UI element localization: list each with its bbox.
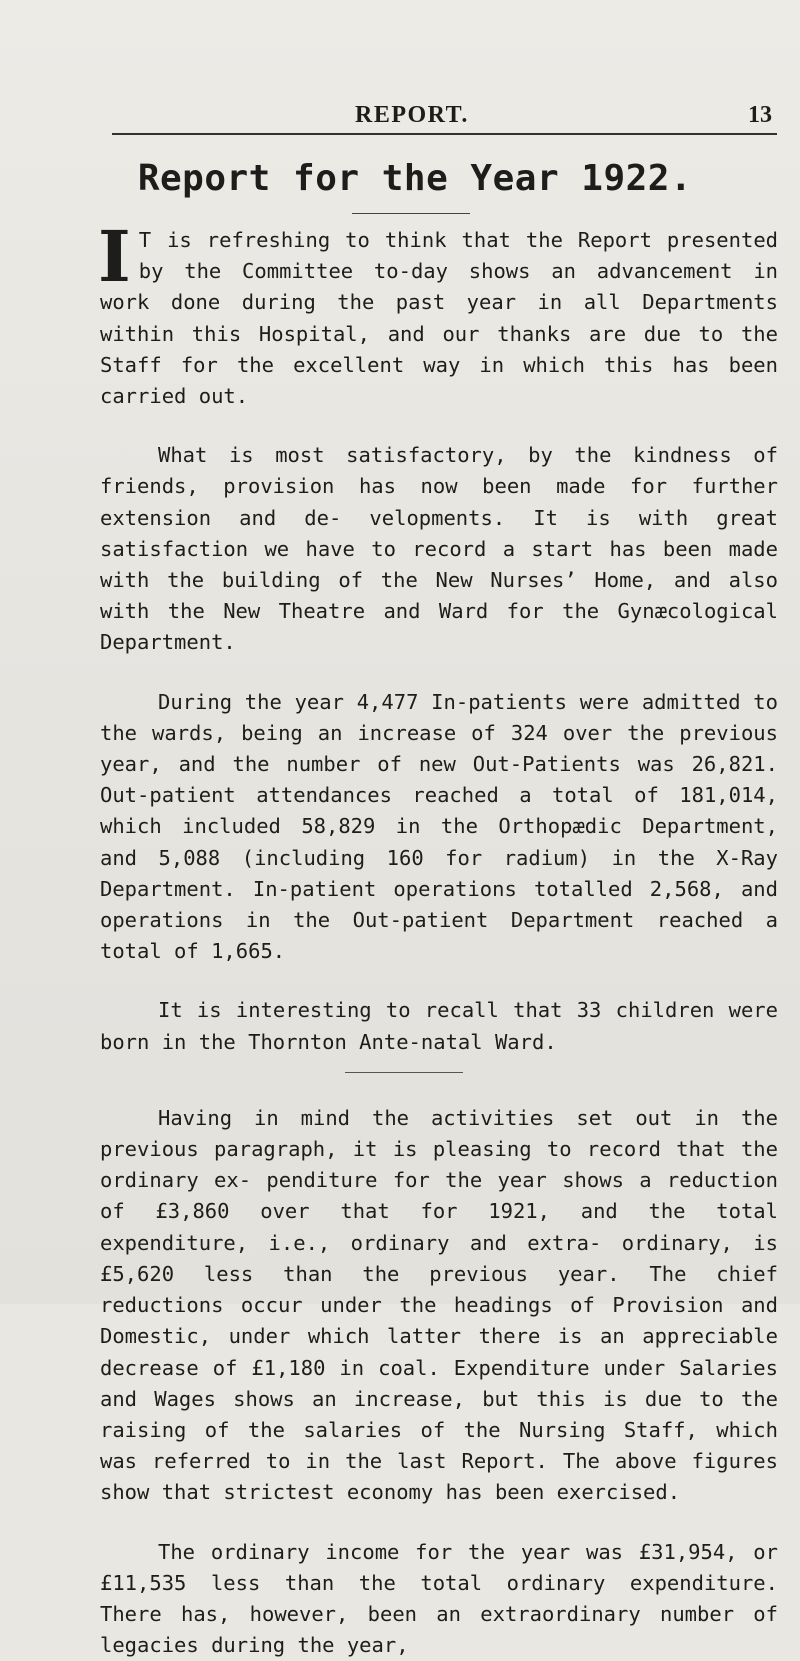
paragraph-expenditure: Having in mind the activities set out in the previous paragraph, it is pleasing to record that the ordinary ex- penditure for the year shows a reduction of £3,860 over that for 1921, and the total expenditure, i.e., ordinary and extra- ordinary, is £5,620 less than the previous year. The chief reductions occur under the headings of Provision and Domestic, under which latter there is an appreciable decrease of £1,180 in coal. Expenditure under Salaries and Wages shows an increase, but this is due to the raising of the salaries of the Nursing Staff, which was referred to in the last Report. The above figures show that strictest economy has been exercised. [100,1105,778,1505]
section-rule [345,1072,463,1073]
paragraph-income: The ordinary income for the year was £31,954, or £11,535 less than the total ordinary expenditure. There has, however, been an extraordinary number of legacies during the year, [100,1539,778,1658]
running-title: REPORT. [355,102,469,128]
paragraph-antenatal: It is interesting to recall that 33 children were born in the Thornton Ante-natal Ward. [100,998,778,1054]
drop-cap-continuation: T [138,228,153,252]
running-header [0,92,800,132]
paragraph-patient-statistics: During the year 4,477 In-patients were admitted to the wards, being an increase of 324 over the previous year, and the number of new Out-Patients was 26,821. Out-patient attendances reached a total of 181,014, which included 58,829 in the Orthopædic Department, and 5,088 (including 160 for radium) in the X-Ray Department. In-patient operations totalled 2,568, and operations in the Out-patient Department reached a total of 1,665. [100,689,778,964]
paragraph-extensions: What is most satisfactory, by the kindness of friends, provision has now been made for further extension and de- velopments. It is with great satisfaction we have to record a start has been made with the building of the New Nurses’ Home, and also with the New Theatre and Ward for the Gynæcological Department. [100,443,778,655]
report-body [98,215,779,1661]
paragraph-intro [98,215,779,412]
drop-cap: I [98,215,131,298]
page-number: 13 [748,102,772,128]
report-title: Report for the Year 1922. [137,158,693,199]
paragraph-intro-text: is refreshing to think that the Report presented by the Committee to-day shows an advancement in work done during the past year in all Departments within this Hospital, and our thanks are due to the Staff for the excellent way in which this has been carried out. [100,228,779,409]
title-rule [352,213,470,214]
header-rule [112,133,777,135]
